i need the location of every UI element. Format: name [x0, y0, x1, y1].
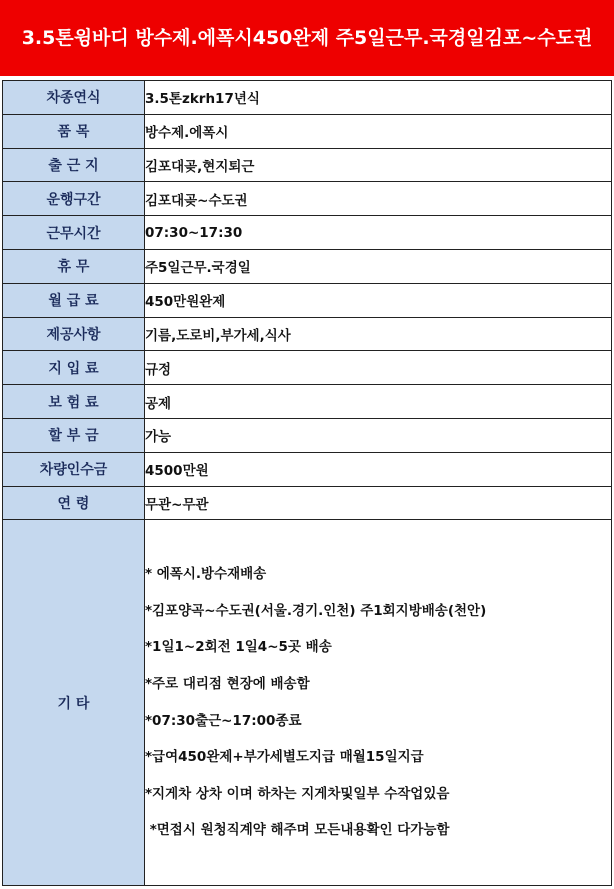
- row-value: 주5일근무.국경일: [145, 249, 612, 283]
- row-label: 연 령: [3, 486, 145, 520]
- row-label: 근무시간: [3, 216, 145, 250]
- table-row: [3, 418, 612, 452]
- table-row: [3, 452, 612, 486]
- note-line: *김포양곡~수도권(서울.경기.인천) 주1회지방배송(천안): [145, 602, 487, 619]
- etc-label: 기 타: [3, 520, 145, 886]
- table-row: [3, 351, 612, 385]
- row-value: 기름,도로비,부가세,식사: [145, 317, 612, 351]
- row-label: 제공사항: [3, 317, 145, 351]
- row-label: 품 목: [3, 114, 145, 148]
- note-line: *1일1~2회전 1일4~5곳 배송: [145, 639, 332, 656]
- row-value: 공제: [145, 385, 612, 419]
- note-line: * 에폭시.방수재배송: [145, 566, 267, 583]
- note-line: *07:30출근~17:00종료: [145, 712, 302, 729]
- table-row: [3, 249, 612, 283]
- table-row: [3, 216, 612, 250]
- row-value: 07:30~17:30: [145, 216, 612, 250]
- note-line: *면접시 원청직계약 해주며 모든내용확인 다가능함: [145, 822, 450, 839]
- row-value: 무관~무관: [145, 486, 612, 520]
- spec-table: [2, 80, 612, 886]
- table-row: [3, 486, 612, 520]
- note-line: *주로 대리점 현장에 배송함: [145, 676, 310, 693]
- row-label: 월 급 료: [3, 283, 145, 317]
- row-label: 차종연식: [3, 81, 145, 115]
- note-line: *지게차 상차 이며 하차는 지게차및일부 수작업있음: [145, 785, 450, 802]
- row-label: 지 입 료: [3, 351, 145, 385]
- row-value: 3.5톤zkrh17년식: [145, 81, 612, 115]
- row-label: 할 부 금: [3, 418, 145, 452]
- table-row-etc: [3, 520, 612, 886]
- table-row: [3, 283, 612, 317]
- table-row: [3, 114, 612, 148]
- table-row: [3, 81, 612, 115]
- row-label: 운행구간: [3, 182, 145, 216]
- page-title: 3.5톤윙바디 방수제.에폭시450완제 주5일근무.국경일김포~수도권: [0, 0, 614, 76]
- note-line: *급여450완제+부가세별도지급 매월15일지급: [145, 749, 424, 766]
- row-label: 차량인수금: [3, 452, 145, 486]
- row-label: 휴 무: [3, 249, 145, 283]
- row-value: 김포대곶,현지퇴근: [145, 148, 612, 182]
- row-value: 김포대곶~수도권: [145, 182, 612, 216]
- table-row: [3, 148, 612, 182]
- row-value: 4500만원: [145, 452, 612, 486]
- table-row: [3, 317, 612, 351]
- table-row: [3, 182, 612, 216]
- etc-notes: [145, 520, 612, 886]
- table-row: [3, 385, 612, 419]
- row-value: 방수제.에폭시: [145, 114, 612, 148]
- row-value: 규정: [145, 351, 612, 385]
- row-value: 가능: [145, 418, 612, 452]
- row-label: 보 험 료: [3, 385, 145, 419]
- row-value: 450만원완제: [145, 283, 612, 317]
- row-label: 출 근 지: [3, 148, 145, 182]
